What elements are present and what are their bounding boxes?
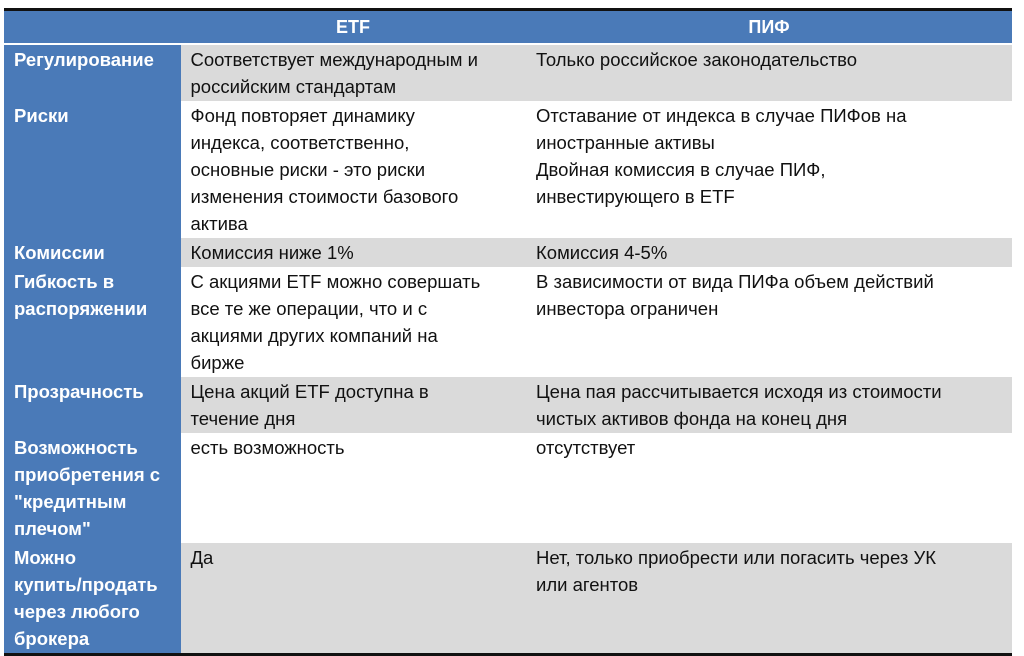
pif-cell — [526, 44, 1012, 101]
etf-cell-line: все те же операции, что и с — [190, 298, 428, 319]
row-label-line: Регулирование — [14, 49, 154, 70]
etf-cell-line: С акциями ETF можно совершать — [190, 271, 481, 292]
row-label — [4, 377, 180, 433]
pif-cell-line: В зависимости от вида ПИФа объем действий — [536, 271, 934, 292]
pif-cell-line: отсутствует — [536, 437, 636, 458]
row-label — [4, 543, 180, 653]
etf-cell-line: изменения стоимости базового — [190, 186, 459, 207]
pif-cell — [526, 377, 1012, 433]
row-label — [4, 433, 180, 543]
row-label-line: Комиссии — [14, 242, 105, 263]
row-label-line: плечом" — [14, 518, 91, 539]
header-pif: ПИФ — [526, 11, 1012, 44]
etf-cell — [180, 377, 526, 433]
etf-cell — [180, 44, 526, 101]
comparison-table-container — [4, 8, 1012, 656]
pif-cell-line: инвестирующего в ETF — [536, 186, 735, 207]
row-label-line: распоряжении — [14, 298, 148, 319]
etf-vs-pif-table — [4, 11, 1012, 653]
row-label-line: через любого — [14, 601, 140, 622]
table-body — [4, 44, 1012, 653]
etf-cell-line: российским стандартам — [190, 76, 397, 97]
etf-cell-line: Фонд повторяет динамику — [190, 105, 415, 126]
etf-cell-line: Да — [190, 547, 214, 568]
row-label-line: брокера — [14, 628, 90, 649]
header-corner-cell — [4, 11, 180, 44]
row-label-line: "кредитным — [14, 491, 127, 512]
etf-cell — [180, 433, 526, 543]
row-label — [4, 44, 180, 101]
pif-cell — [526, 543, 1012, 653]
etf-cell-line: есть возможность — [190, 437, 345, 458]
etf-cell-line: Комиссия ниже 1% — [190, 242, 354, 263]
etf-cell-line: основные риски - это риски — [190, 159, 426, 180]
pif-cell-line: иностранные активы — [536, 132, 715, 153]
etf-cell-line: актива — [190, 213, 248, 234]
etf-cell-line: течение дня — [190, 408, 296, 429]
table-row — [4, 101, 1012, 238]
etf-cell-line: Соответствует международным и — [190, 49, 478, 70]
row-label-line: приобретения с — [14, 464, 161, 485]
pif-cell-line: Отставание от индекса в случае ПИФов на — [536, 105, 907, 126]
etf-cell — [180, 543, 526, 653]
row-label-line: Можно — [14, 547, 77, 568]
row-label — [4, 238, 180, 267]
row-label-line: Возможность — [14, 437, 138, 458]
etf-cell-line: бирже — [190, 352, 245, 373]
pif-cell — [526, 267, 1012, 377]
pif-cell — [526, 101, 1012, 238]
pif-cell-line: Нет, только приобрести или погасить через УК — [536, 547, 936, 568]
etf-cell-line: акциями других компаний на — [190, 325, 438, 346]
etf-cell — [180, 267, 526, 377]
pif-cell-line: или агентов — [536, 574, 639, 595]
table-row — [4, 377, 1012, 433]
pif-cell-line: Цена пая рассчитывается исходя из стоимости — [536, 381, 942, 402]
etf-cell — [180, 101, 526, 238]
header-etf: ETF — [180, 11, 526, 44]
pif-cell-line: инвестора ограничен — [536, 298, 719, 319]
pif-cell-line: чистых активов фонда на конец дня — [536, 408, 848, 429]
row-label-line: Риски — [14, 105, 69, 126]
row-label — [4, 267, 180, 377]
pif-cell — [526, 238, 1012, 267]
etf-cell-line: Цена акций ETF доступна в — [190, 381, 429, 402]
table-row — [4, 44, 1012, 101]
pif-cell-line: Комиссия 4-5% — [536, 242, 668, 263]
etf-cell-line: индекса, соответственно, — [190, 132, 410, 153]
row-label-line: купить/продать — [14, 574, 158, 595]
table-row — [4, 267, 1012, 377]
pif-cell — [526, 433, 1012, 543]
row-label-line: Гибкость в — [14, 271, 115, 292]
etf-cell — [180, 238, 526, 267]
pif-cell-line: Только российское законодательство — [536, 49, 858, 70]
pif-cell-line: Двойная комиссия в случае ПИФ, — [536, 159, 826, 180]
header-row — [4, 11, 1012, 44]
table-row — [4, 433, 1012, 543]
table-row — [4, 543, 1012, 653]
table-row — [4, 238, 1012, 267]
row-label — [4, 101, 180, 238]
row-label-line: Прозрачность — [14, 381, 144, 402]
